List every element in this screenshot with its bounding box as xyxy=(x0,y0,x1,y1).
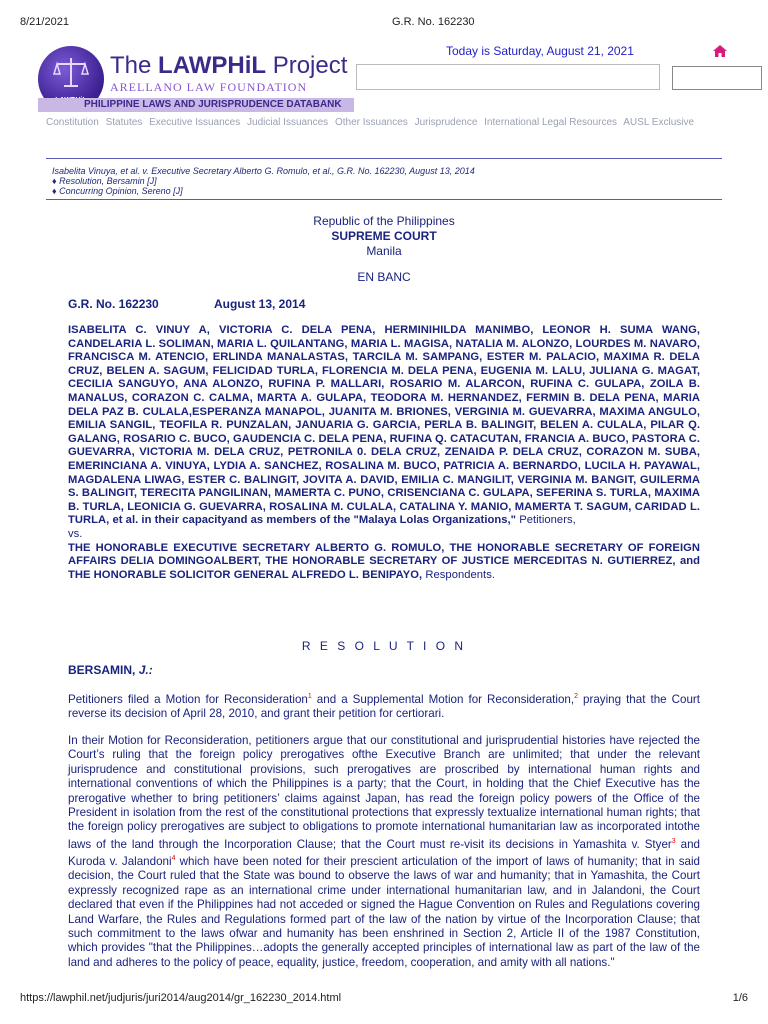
division-line: EN BANC xyxy=(357,270,411,284)
nav-executive-issuances[interactable]: Executive Issuances xyxy=(149,117,241,128)
case-citation xyxy=(52,166,475,196)
nav-statutes[interactable]: Statutes xyxy=(105,117,143,128)
resolution-link[interactable]: ♦ Resolution, Bersamin [J] xyxy=(52,176,157,186)
nav-constitution[interactable]: Constitution xyxy=(46,117,99,128)
para1-text-b: and a Supplemental Motion for Reconsideration, xyxy=(311,692,575,706)
main-nav xyxy=(46,117,698,128)
site-title[interactable] xyxy=(110,52,347,80)
paragraph-1 xyxy=(68,690,700,722)
site-header xyxy=(38,44,754,114)
parties-block xyxy=(68,324,700,582)
footnote-4-link[interactable]: 4 xyxy=(171,855,176,863)
title-project: Project xyxy=(272,52,348,79)
nav-judicial-issuances[interactable]: Judicial Issuances xyxy=(247,117,329,128)
nav-other-issuances[interactable]: Other Issuances xyxy=(334,117,408,128)
respondents-label: Respondents. xyxy=(425,568,496,581)
gr-number: G.R. No. 162230 xyxy=(68,297,159,311)
nav-ausl-exclusive[interactable]: AUSL Exclusive xyxy=(623,117,695,128)
nav-international-legal-resources[interactable]: International Legal Resources xyxy=(484,117,618,128)
para2-text-b: and Kuroda v. Jalandoni xyxy=(68,837,700,868)
print-page: 1/6 xyxy=(732,992,748,1004)
footnote-2-link[interactable]: 2 xyxy=(574,693,578,700)
site-band xyxy=(38,98,354,112)
scales-of-justice-icon xyxy=(52,56,90,90)
concurring-opinion-link[interactable]: ♦ Concurring Opinion, Sereno [J] xyxy=(52,186,183,196)
nav-jurisprudence[interactable]: Jurisprudence xyxy=(414,117,478,128)
divider-bottom xyxy=(46,199,722,200)
ponente xyxy=(68,663,153,677)
ponente-title: J.: xyxy=(138,663,153,677)
para2-text-a: In their Motion for Reconsideration, petitioners argue that our constitutional and jurisprudential histories have rejected the Court’s ruling that the foreign policy prerogatives ofthe Executive Branch are unlimited; that under the relevant jurisprudence and constitutional provisions, such prerogatives are proscribed by international human rights and international conventions of which the Philippines is a party; that the Court, in holding that the Chief Executive has the prerogative whether to bring petitioners’ claims against Japan, has read the foreign policy powers of the Office of the President in isolation from the rest of the constitutional protections that expressly textualize international human rights; that the foreign policy prerogatives are subject to obligations to promote international humanitarian law as incorporated intothe laws of the land through the Incorporation Clause; that the Court must re-visit its decisions in Yamashita v. Styer xyxy=(68,734,700,851)
site-subtitle: ARELLANO LAW FOUNDATION xyxy=(110,80,308,94)
paragraph-2 xyxy=(68,734,700,970)
footnote-3-link[interactable]: 3 xyxy=(671,837,676,845)
petitioners-names: ISABELITA C. VINUY A, VICTORIA C. DELA PENA, HERMINIHILDA MANIMBO, LEONOR H. SUMA WANG, CANDELARIA L. SOLIMAN, MARIA L. QUILANTANG, MARIA L. MAGISA, NATALIA M. ALONZO, LOURDES M. NAVARO, FRANCISCA M. ATENCIO, ERLINDA MANALASTAS, TARCILA M. SAMPANG, ESTER M. PALACIO, MAXIMA R. DELA CRUZ, BELEN A. SAGUM, FELICIDAD TURLA, FLORENCIA M. DELA PENA, EUGENIA M. LALU, JULIANA G. MAGAT, CECILIA SANGUYO, ANA ALONZO, RUFINA P. MALLARI, ROSARIO M. ALARCON, RUFINA C. GULAPA, ZOILA B. MANALUS, CORAZON C. CALMA, MARTA A. GULAPA, TEODORA M. HERNANDEZ, FERMIN B. DELA PENA, MARIA DELA PAZ B. CULALA,ESPERANZA MANAPOL, JUANITA M. BRIONES, VERGINIA M. GUEVARRA, MAXIMA ANGULO, EMILIA SANGIL, TEOFILA R. PUNZALAN, JANUARIA G. GARCIA, PERLA B. BALINGIT, BELEN A. CULALA, PILAR Q. GALANG, ROSARIO C. BUCO, GAUDENCIA C. DELA PENA, RUFINA Q. CATACUTAN, FRANCIA A. BUCO, PASTORA C. GUEVARRA, VICTORIA M. DELA CRUZ, PETRONILA 0. DELA CRUZ, ZENAIDA P. DELA CRUZ, CORAZON M. SUBA, EMERINCIANA A. VINUYA, LYDIA A. SANCHEZ, ROSALINA M. BUCO, PATRICIA A. BERNARDO, LUCILA H. PAYAWAL, MAGDALENA LIWAG, ESTER C. BALINGIT, JOVITA A. DAVID, EMILIA C. MANGILIT, VERGINIA M. BANGIT, GUILERMA S. BALINGIT, TERECITA PANGILINAN, MAMERTA C. PUNO, CRISENCIANA C. GULAPA, SEFERINA S. TURLA, MAXIMA B. TURLA, LEONICIA G. GUEVARRA, ROSALINA M. CULALA, CATALINA Y. MANIO, MAMERTA T. SAGUM, CARIDAD L. TURLA, et al. in their capacityand as members of the "Malaya Lolas Organizations," xyxy=(68,324,700,527)
case-number xyxy=(68,297,306,311)
footnote-1-link[interactable]: 1 xyxy=(307,693,312,700)
search-button[interactable] xyxy=(672,66,762,90)
search-input[interactable] xyxy=(356,64,660,90)
title-main: LAWPHiL xyxy=(158,52,267,79)
supreme-court-line: SUPREME COURT xyxy=(331,229,437,243)
para1-text-a: Petitioners filed a Motion for Reconsideration xyxy=(68,692,308,706)
resolution-heading: R E S O L U T I O N xyxy=(301,639,467,653)
para1-text-c: praying that the Court reverse its decision of April 28, 2010, and grant their petition for certiorari. xyxy=(68,692,700,721)
para2-text-c: which have been noted for their prescient articulation of the import of laws of humanity; that in said decision, the Court ruled that the State was bound to observe the laws of war and humanity; that in Yamashita, the Court expressly recognized rape as an international crime under international humanitarian law, and in Jalandoni, the Court declared that even if the Philippines had not acceded or signed the Hague Convention on Rules and Regulations covering Land Warfare, the Rules and Regulations formed part of the law of the nation by virtue of the Incorporation Clause; that such commitment to the laws ofwar and humanity has been enshrined in Section 2, Article II of the 1987 Constitution, which provides "that the Philippines…adopts the generally accepted principles of international law as part of the law of the land and adheres to the policy of peace, equality, justice, freedom, cooperation, and amity with all nations." xyxy=(68,854,701,969)
versus: vs. xyxy=(68,527,83,540)
city-line: Manila xyxy=(366,244,402,258)
republic-line: Republic of the Philippines xyxy=(313,214,455,228)
today-date: Today is Saturday, August 21, 2021 xyxy=(446,44,634,58)
home-icon[interactable] xyxy=(712,44,728,58)
divider-top xyxy=(46,158,722,159)
print-url: https://lawphil.net/judjuris/juri2014/aug2014/gr_162230_2014.html xyxy=(20,992,342,1004)
citation-line: Isabelita Vinuya, et al. v. Executive Secretary Alberto G. Romulo, et al., G.R. No. 162230, August 13, 2014 xyxy=(52,166,475,176)
respondents-names: THE HONORABLE EXECUTIVE SECRETARY ALBERTO G. ROMULO, THE HONORABLE SECRETARY OF FOREIGN AFFAIRS DELIA DOMINGOALBERT, THE HONORABLE SECRETARY OF JUSTICE MERCEDITAS N. GUTIERREZ, and THE HONORABLE SOLICITOR GENERAL ALFREDO L. BENIPAYO, xyxy=(68,541,700,581)
print-title: G.R. No. 162230 xyxy=(392,16,475,28)
petitioners-label: Petitioners, xyxy=(519,514,576,527)
case-date: August 13, 2014 xyxy=(214,297,306,311)
ponente-name: BERSAMIN, xyxy=(68,663,136,677)
band-text: PHILIPPINE LAWS AND JURISPRUDENCE DATABANK xyxy=(84,99,342,110)
title-the: The xyxy=(110,52,152,79)
print-date: 8/21/2021 xyxy=(20,16,69,28)
